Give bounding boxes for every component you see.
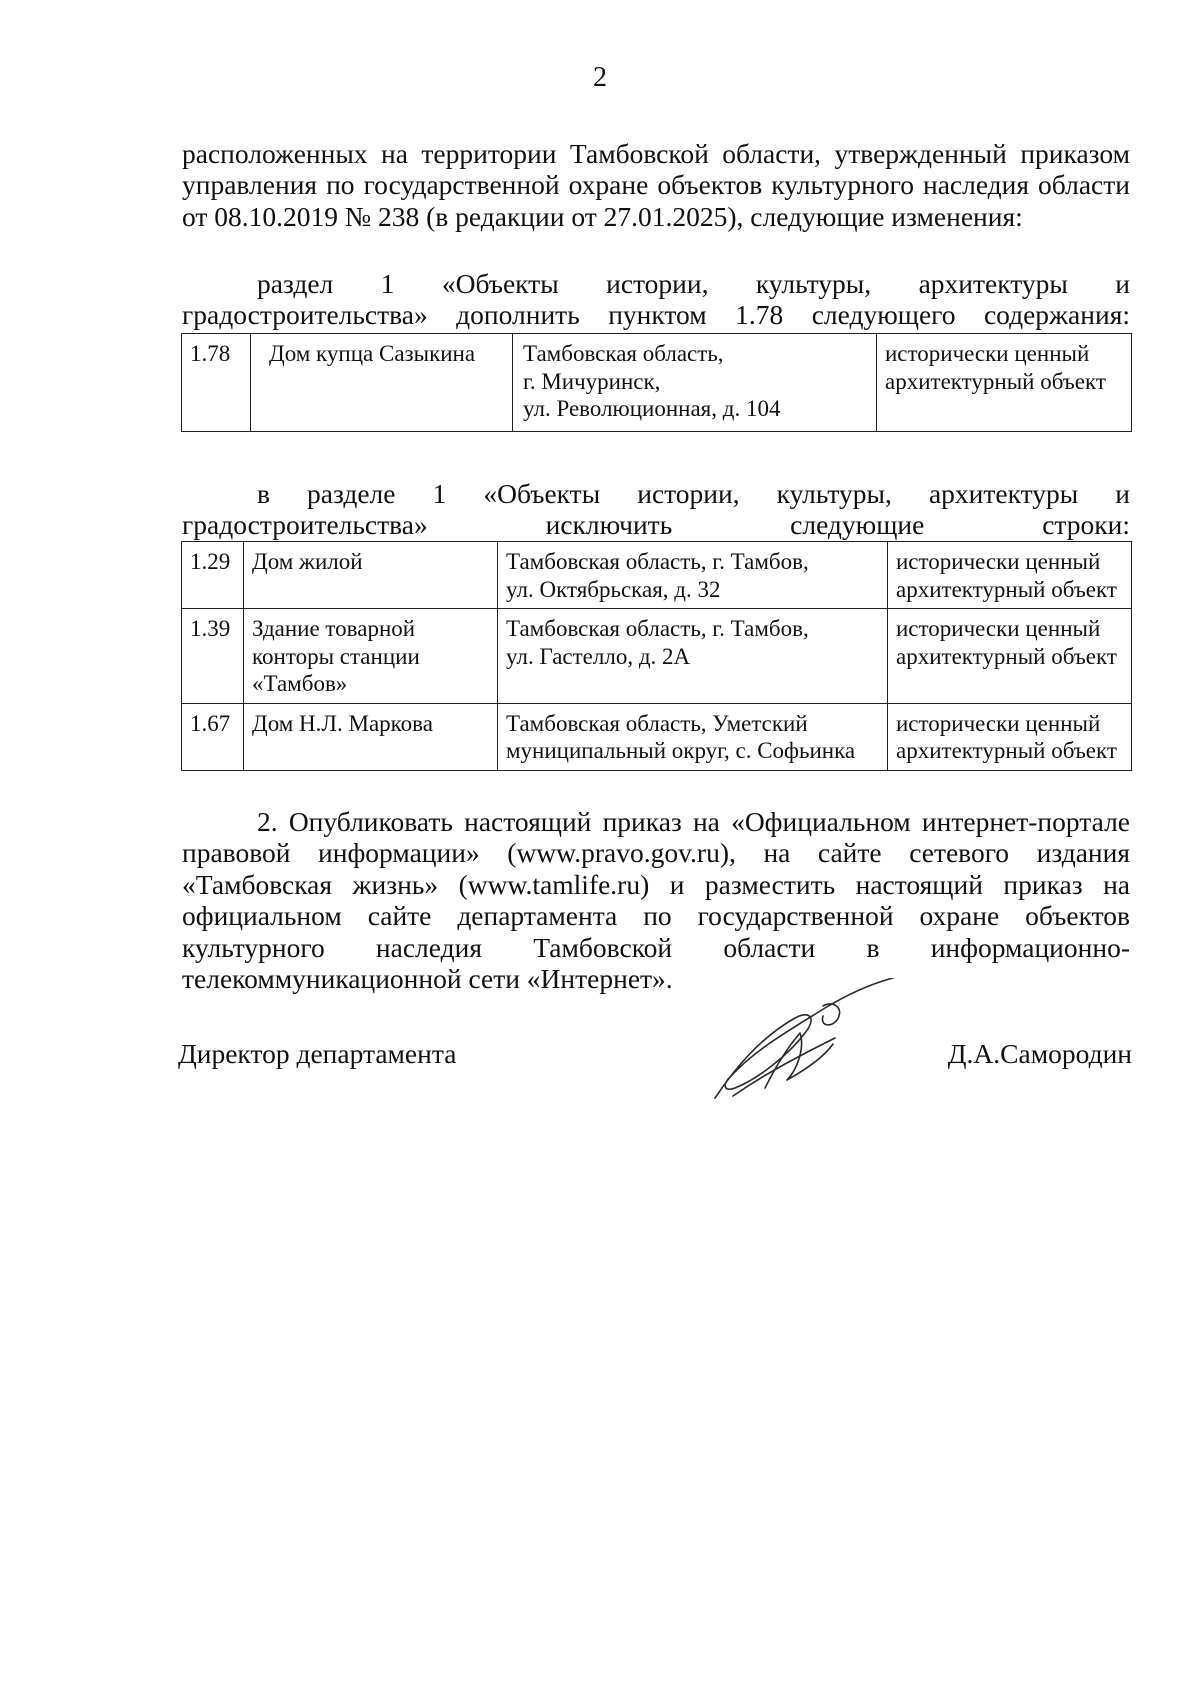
name-line: Здание товарной	[252, 616, 416, 641]
intro-paragraph: расположенных на территории Тамбовской области, утвержденный приказом управления по государственной охране объектов культурного наследия области от 08.10.2019 № 238 (в редакции от 27.01.2025), следующие изменения:	[182, 137, 1130, 232]
category-line: архитектурный объект	[896, 576, 1117, 602]
category-line: исторически ценный	[896, 549, 1101, 574]
row-number: 1.78	[182, 334, 251, 432]
object-address	[498, 609, 888, 704]
address-line: г. Мичуринск,	[523, 368, 661, 394]
address-line: Тамбовская область, Уметский	[506, 710, 808, 736]
row-number: 1.39	[182, 609, 244, 704]
object-name: Дом купца Сазыкина	[251, 334, 513, 432]
address-line: ул. Гастелло, д. 2А	[506, 643, 691, 669]
object-address	[513, 334, 877, 432]
category-line: архитектурный объект	[885, 368, 1106, 394]
object-name	[244, 703, 498, 770]
address-line: Тамбовская область,	[523, 341, 724, 366]
name-line: конторы станции	[252, 643, 420, 669]
category-line: исторически ценный	[885, 341, 1090, 366]
section-remove-paragraph: в разделе 1 «Объекты истории, культуры, архитектуры и градостроительства» исключить следующие строки:	[182, 477, 1130, 540]
table-row	[182, 334, 1132, 432]
table-row	[182, 542, 1132, 609]
row-number: 1.67	[182, 703, 244, 770]
remove-table	[181, 541, 1132, 771]
object-category	[888, 703, 1132, 770]
table-row	[182, 703, 1132, 770]
table-row	[182, 609, 1132, 704]
object-name	[244, 542, 498, 609]
object-address	[498, 703, 888, 770]
category-line: исторически ценный	[896, 710, 1101, 736]
name-line: Дом Н.Л. Маркова	[252, 710, 433, 736]
object-category	[888, 609, 1132, 704]
handwritten-signature	[705, 978, 905, 1108]
address-line: муниципальный округ, с. Софьинка	[506, 738, 856, 763]
add-table	[181, 333, 1132, 432]
category-line: исторически ценный	[896, 616, 1101, 641]
category-line: архитектурный объект	[896, 643, 1117, 669]
address-line: ул. Октябрьская, д. 32	[506, 576, 721, 602]
object-address	[498, 542, 888, 609]
page-number: 2	[593, 62, 607, 93]
signatory-name: Д.А.Самородин	[947, 1038, 1132, 1069]
signatory-position: Директор департамента	[178, 1038, 457, 1069]
address-line: Тамбовская область, г. Тамбов,	[506, 549, 809, 574]
object-category	[877, 334, 1132, 432]
publish-paragraph: 2. Опубликовать настоящий приказ на «Официальном интернет-портале правовой информации» (www.pravo.gov.ru), на сайте сетевого издания «Тамбовская жизнь» (www.tamlife.ru) и разместить настоящий приказ на официальном сайте департамента по государственной охране объектов культурного наследия Тамбовской области в информационно-телекоммуникационной сети «Интернет».	[182, 805, 1130, 994]
address-line: ул. Революционная, д. 104	[523, 396, 781, 421]
name-line: «Тамбов»	[252, 671, 348, 696]
row-number: 1.29	[182, 542, 244, 609]
name-line: Дом жилой	[252, 549, 363, 574]
address-line: Тамбовская область, г. Тамбов,	[506, 616, 809, 641]
category-line: архитектурный объект	[896, 738, 1117, 763]
object-name	[244, 609, 498, 704]
object-category	[888, 542, 1132, 609]
section-add-paragraph: раздел 1 «Объекты истории, культуры, архитектуры и градостроительства» дополнить пунктом 1.78 следующего содержания:	[182, 267, 1130, 330]
